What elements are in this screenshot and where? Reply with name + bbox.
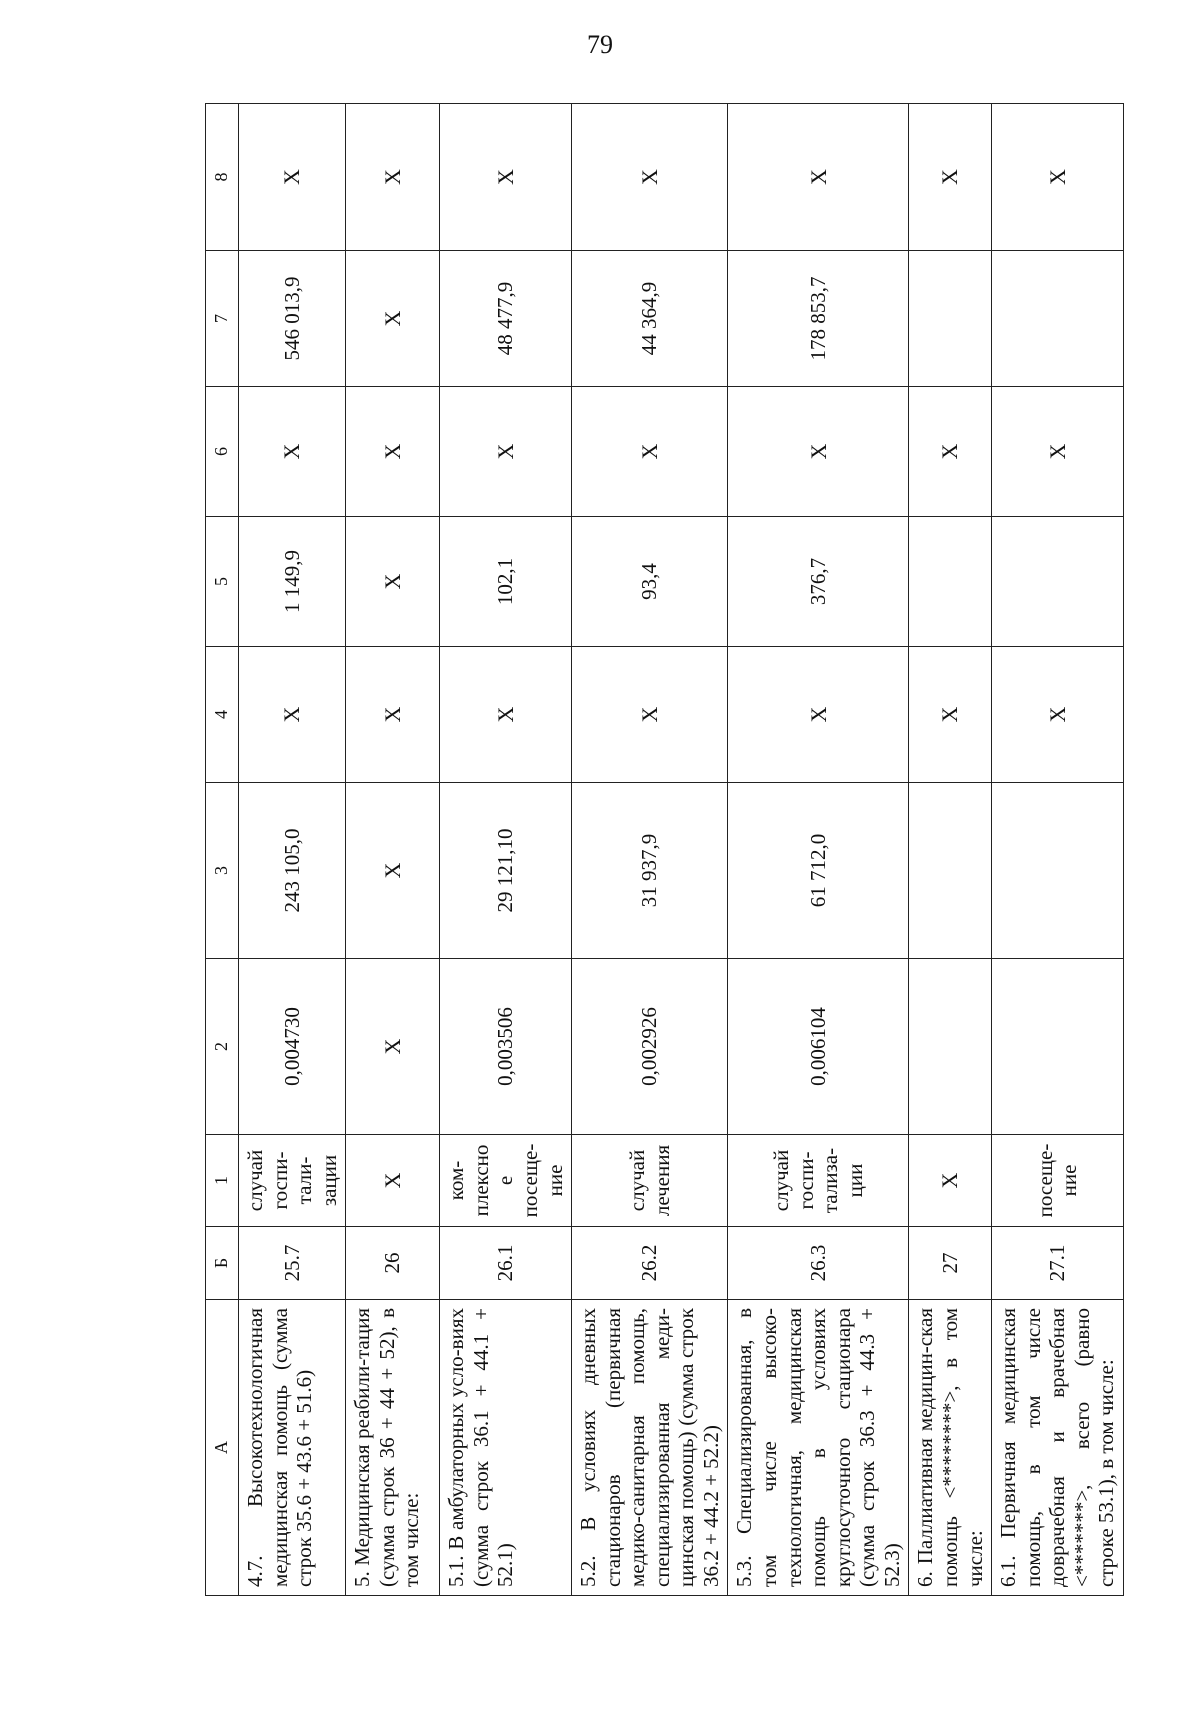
value-cell: Х <box>909 387 992 517</box>
row-description: 4.7. Высокотехнологичная медицинская помощь (сумма строк 35.6 + 43.6 + 51.6) <box>239 1300 346 1596</box>
value-cell: Х <box>440 647 572 783</box>
table-row <box>440 104 572 1596</box>
value-cell: 0,002926 <box>572 959 728 1135</box>
row-description: 5. Медицинская реабили-тация (сумма строк 36 + 44 + 52), в том числе: <box>346 1300 440 1596</box>
header-cell: 1 <box>206 1135 239 1227</box>
value-cell: Х <box>992 104 1124 251</box>
unit-cell: Х <box>346 1135 440 1227</box>
table-row <box>909 104 992 1596</box>
unit-cell: посеще-ние <box>992 1135 1124 1227</box>
unit-cell: случай госпи-тали-зации <box>239 1135 346 1227</box>
value-cell: 44 364,9 <box>572 251 728 387</box>
value-cell: Х <box>346 251 440 387</box>
value-cell: Х <box>909 104 992 251</box>
rotated-table-wrapper <box>205 104 1119 1596</box>
value-cell <box>909 783 992 959</box>
value-cell <box>992 783 1124 959</box>
value-cell: Х <box>909 647 992 783</box>
value-cell: 0,006104 <box>728 959 909 1135</box>
value-cell: Х <box>992 647 1124 783</box>
value-cell <box>909 251 992 387</box>
value-cell: Х <box>728 104 909 251</box>
page-number: 79 <box>587 30 613 59</box>
header-cell: 6 <box>206 387 239 517</box>
unit-cell: Х <box>909 1135 992 1227</box>
header-cell: 7 <box>206 251 239 387</box>
value-cell: Х <box>440 104 572 251</box>
value-cell: 61 712,0 <box>728 783 909 959</box>
row-number: 27 <box>909 1227 992 1300</box>
unit-cell: случай госпи-тализа-ции <box>728 1135 909 1227</box>
value-cell: Х <box>239 387 346 517</box>
value-cell <box>992 959 1124 1135</box>
header-row <box>206 104 239 1596</box>
value-cell: Х <box>346 104 440 251</box>
value-cell: 243 105,0 <box>239 783 346 959</box>
value-cell: 102,1 <box>440 517 572 647</box>
value-cell: Х <box>572 647 728 783</box>
value-cell: Х <box>440 387 572 517</box>
data-table <box>205 103 1124 1596</box>
row-number: 26.2 <box>572 1227 728 1300</box>
value-cell: Х <box>992 387 1124 517</box>
value-cell <box>909 517 992 647</box>
value-cell <box>909 959 992 1135</box>
value-cell <box>992 251 1124 387</box>
table-row <box>346 104 440 1596</box>
value-cell: 1 149,9 <box>239 517 346 647</box>
value-cell: Х <box>346 959 440 1135</box>
value-cell: Х <box>572 104 728 251</box>
value-cell: 376,7 <box>728 517 909 647</box>
value-cell: 29 121,10 <box>440 783 572 959</box>
row-description: 6. Паллиативная медицин-ская помощь <********>, в том числе: <box>909 1300 992 1596</box>
value-cell: Х <box>346 647 440 783</box>
row-number: 26 <box>346 1227 440 1300</box>
value-cell: Х <box>239 647 346 783</box>
header-cell: Б <box>206 1227 239 1300</box>
header-cell: 2 <box>206 959 239 1135</box>
value-cell: 31 937,9 <box>572 783 728 959</box>
value-cell: 0,003506 <box>440 959 572 1135</box>
header-cell: 8 <box>206 104 239 251</box>
value-cell: Х <box>239 104 346 251</box>
value-cell: 48 477,9 <box>440 251 572 387</box>
row-description: 5.1. В амбулаторных усло-виях (сумма строк 36.1 + 44.1 + 52.1) <box>440 1300 572 1596</box>
value-cell: Х <box>728 387 909 517</box>
header-cell: 5 <box>206 517 239 647</box>
table-row <box>992 104 1124 1596</box>
unit-cell: случай лечения <box>572 1135 728 1227</box>
header-cell: 4 <box>206 647 239 783</box>
value-cell: Х <box>572 387 728 517</box>
table-row <box>239 104 346 1596</box>
row-number: 26.3 <box>728 1227 909 1300</box>
value-cell: Х <box>346 783 440 959</box>
header-cell: 3 <box>206 783 239 959</box>
row-number: 25.7 <box>239 1227 346 1300</box>
value-cell: Х <box>346 387 440 517</box>
value-cell: 546 013,9 <box>239 251 346 387</box>
header-cell: А <box>206 1300 239 1596</box>
row-number: 26.1 <box>440 1227 572 1300</box>
row-number: 27.1 <box>992 1227 1124 1300</box>
table-row <box>728 104 909 1596</box>
unit-cell: ком-плексное посеще-ние <box>440 1135 572 1227</box>
value-cell: Х <box>346 517 440 647</box>
row-description: 6.1. Первичная медицинская помощь, в том числе доврачебная и врачебная <*******>, всего (равно строке 53.1), в том числе: <box>992 1300 1124 1596</box>
table-row <box>572 104 728 1596</box>
value-cell: 0,004730 <box>239 959 346 1135</box>
row-description: 5.3. Специализированная, в том числе высоко-технологичная, медицинская помощь в условиях круглосуточного стационара (сумма строк 36.3 + 44.3 + 52.3) <box>728 1300 909 1596</box>
value-cell: 178 853,7 <box>728 251 909 387</box>
value-cell: Х <box>728 647 909 783</box>
value-cell <box>992 517 1124 647</box>
row-description: 5.2. В условиях дневных стационаров (первичная медико-санитарная помощь, специализированная меди-цинская помощь) (сумма строк 36.2 + 44.2 + 52.2) <box>572 1300 728 1596</box>
value-cell: 93,4 <box>572 517 728 647</box>
